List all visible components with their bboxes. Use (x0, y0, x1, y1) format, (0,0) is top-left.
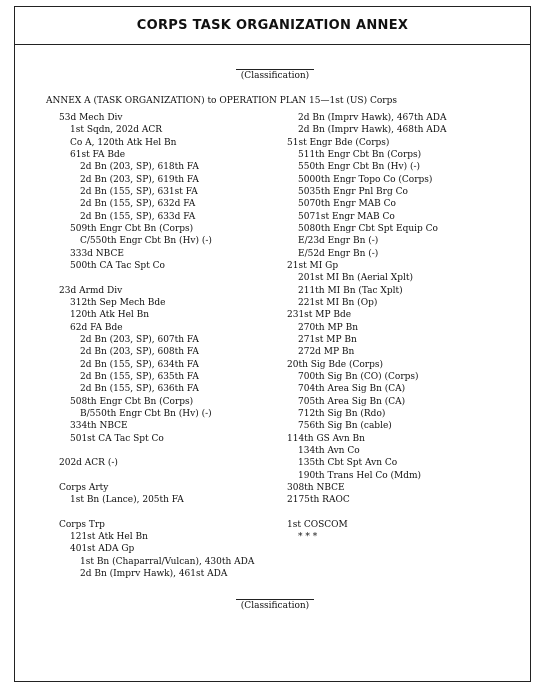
unit-entry: 1st Bn (Chaparral/Vulcan), 430th ADA (80, 556, 255, 567)
unit-entry: 700th Sig Bn (CO) (Corps) (298, 371, 419, 382)
classification-top-rule (236, 69, 314, 70)
unit-entry: 272d MP Bn (298, 347, 355, 358)
classification-bottom (0, 599, 550, 611)
unit-entry: B/550th Engr Cbt Bn (Hv) (-) (80, 408, 212, 419)
unit-entry: 2d Bn (Imprv Hawk), 461st ADA (80, 569, 228, 580)
spacer (59, 272, 254, 284)
unit-entry: 53d Mech Div (59, 113, 123, 123)
annex-heading: ANNEX A (TASK ORGANIZATION) to OPERATION PLAN 15—1st (US) Corps (46, 96, 397, 106)
unit-entry: 2d Bn (155, SP), 632d FA (80, 199, 196, 210)
spacer (59, 470, 254, 482)
unit-entry: 5070th Engr MAB Co (298, 199, 396, 210)
classification-top (0, 69, 550, 81)
right-column (287, 112, 447, 543)
page-title: CORPS TASK ORGANIZATION ANNEX (136, 18, 409, 33)
unit-entry: 756th Sig Bn (cable) (298, 421, 392, 432)
unit-entry: 221st MI Bn (Op) (298, 297, 378, 308)
unit-entry: 550th Engr Cbt Bn (Hv) (-) (298, 162, 421, 173)
unit-entry: 334th NBCE (70, 421, 128, 432)
unit-entry: 511th Engr Cbt Bn (Corps) (298, 149, 422, 160)
unit-entry: 2d Bn (Imprv Hawk), 468th ADA (298, 125, 447, 136)
unit-entry: 190th Trans Hel Co (Mdm) (298, 470, 422, 481)
unit-entry: 2d Bn (203, SP), 607th FA (80, 334, 199, 345)
unit-entry: 2d Bn (155, SP), 633d FA (80, 211, 196, 222)
unit-entry: 121st Atk Hel Bn (70, 532, 148, 543)
unit-entry: 401st ADA Gp (70, 544, 135, 555)
unit-entry: 120th Atk Hel Bn (70, 310, 150, 321)
unit-entry: 333d NBCE (70, 248, 124, 259)
classification-bottom-rule (236, 599, 314, 600)
unit-entry: 2d Bn (155, SP), 636th FA (80, 384, 199, 395)
title-divider (15, 44, 530, 45)
unit-entry: Corps Trp (59, 519, 105, 530)
unit-entry: 509th Engr Cbt Bn (Corps) (70, 223, 194, 234)
unit-entry: 135th Cbt Spt Avn Co (298, 458, 398, 469)
unit-entry: E/52d Engr Bn (-) (298, 248, 379, 259)
unit-entry: 62d FA Bde (70, 322, 123, 333)
unit-entry: 705th Area Sig Bn (CA) (298, 396, 406, 407)
unit-entry: Co A, 120th Atk Hel Bn (70, 137, 177, 148)
unit-entry: 270th MP Bn (298, 322, 358, 333)
unit-entry: 1st COSCOM (287, 519, 348, 530)
unit-entry: E/23d Engr Bn (-) (298, 236, 379, 247)
spacer (59, 445, 254, 457)
unit-entry: 5080th Engr Cbt Spt Equip Co (298, 223, 438, 234)
unit-entry: 5071st Engr MAB Co (298, 211, 395, 222)
unit-entry: 712th Sig Bn (Rdo) (298, 408, 386, 419)
unit-entry: 5035th Engr Pnl Brg Co (298, 186, 408, 197)
unit-entry: 51st Engr Bde (Corps) (287, 137, 390, 148)
unit-entry: 271st MP Bn (298, 334, 357, 345)
unit-entry: 231st MP Bde (287, 310, 352, 321)
unit-entry: 5000th Engr Topo Co (Corps) (298, 174, 433, 185)
unit-entry: 2d Bn (203, SP), 619th FA (80, 174, 199, 185)
unit-entry: 2d Bn (203, SP), 618th FA (80, 162, 199, 173)
unit-entry: 2d Bn (155, SP), 635th FA (80, 371, 199, 382)
unit-entry: 201st MI Bn (Aerial Xplt) (298, 273, 413, 284)
unit-entry: 61st FA Bde (70, 149, 126, 160)
unit-entry: 2d Bn (203, SP), 608th FA (80, 347, 199, 358)
unit-entry: 2d Bn (Imprv Hawk), 467th ADA (298, 113, 447, 123)
unit-entry: 501st CA Tac Spt Co (70, 433, 164, 444)
unit-entry: 308th NBCE (287, 482, 345, 493)
unit-entry: 20th Sig Bde (Corps) (287, 359, 383, 370)
unit-entry: 134th Avn Co (298, 445, 360, 456)
unit-entry: 312th Sep Mech Bde (70, 297, 166, 308)
spacer (59, 507, 254, 519)
spacer (287, 507, 447, 519)
unit-entry: 202d ACR (-) (59, 458, 118, 469)
unit-entry: 211th MI Bn (Tac Xplt) (298, 285, 403, 296)
unit-entry: 704th Area Sig Bn (CA) (298, 384, 406, 395)
unit-entry: C/550th Engr Cbt Bn (Hv) (-) (80, 236, 212, 247)
unit-entry: 1st Sqdn, 202d ACR (70, 125, 162, 136)
unit-entry: 114th GS Avn Bn (287, 433, 365, 444)
unit-entry: * * * (298, 532, 318, 543)
unit-entry: 2d Bn (155, SP), 634th FA (80, 359, 199, 370)
unit-entry: 21st MI Gp (287, 260, 339, 271)
classification-bottom-label: (Classification) (240, 601, 310, 611)
unit-entry: 2d Bn (155, SP), 631st FA (80, 186, 198, 197)
unit-entry: Corps Arty (59, 482, 109, 493)
classification-top-label: (Classification) (240, 71, 310, 81)
unit-entry: 23d Armd Div (59, 285, 123, 296)
unit-entry: 508th Engr Cbt Bn (Corps) (70, 396, 194, 407)
unit-entry: 2175th RAOC (287, 495, 350, 506)
left-column (59, 112, 254, 580)
unit-entry: 1st Bn (Lance), 205th FA (70, 495, 184, 506)
unit-entry: 500th CA Tac Spt Co (70, 260, 165, 271)
